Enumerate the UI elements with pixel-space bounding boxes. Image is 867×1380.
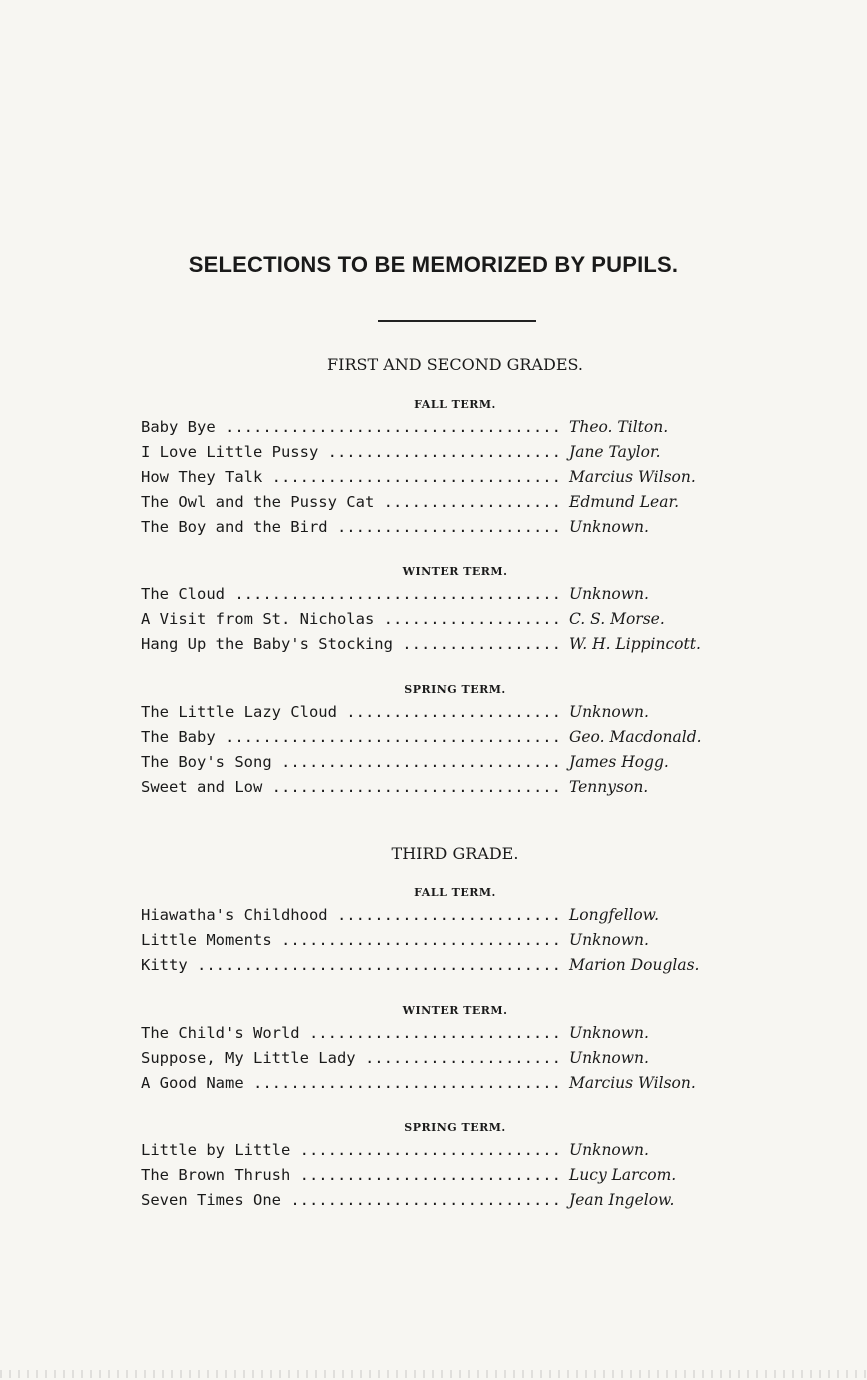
list-item <box>141 956 741 978</box>
list-item <box>141 703 741 725</box>
selection-author: Unknown. <box>569 518 649 536</box>
selection-title: I Love Little Pussy ..... <box>141 443 559 461</box>
list-item <box>141 1191 741 1213</box>
selection-author: Theo. Tilton. <box>569 418 669 436</box>
selection-title: The Boy's Song ..... <box>141 753 559 771</box>
list-item <box>141 585 741 607</box>
selection-author: C. S. Morse. <box>569 610 665 628</box>
list-item <box>141 1141 741 1163</box>
term-heading: WINTER TERM. <box>402 565 508 578</box>
selection-author: Unknown. <box>569 1141 649 1159</box>
selection-title: A Visit from St. Nicholas ..... <box>141 610 559 628</box>
selection-title: Kitty ..... <box>141 956 559 974</box>
selection-author: Unknown. <box>569 585 649 603</box>
selection-title: The Child's World ..... <box>141 1024 559 1042</box>
selection-title: The Baby ..... <box>141 728 559 746</box>
selection-title: The Brown Thrush ..... <box>141 1166 559 1184</box>
term-heading: FALL TERM. <box>414 398 496 411</box>
selection-author: W. H. Lippincott. <box>569 635 701 653</box>
selection-author: Unknown. <box>569 931 649 949</box>
selection-author: Lucy Larcom. <box>569 1166 677 1184</box>
selection-author: Jean Ingelow. <box>569 1191 675 1209</box>
term-heading: FALL TERM. <box>414 886 496 899</box>
list-item <box>141 931 741 953</box>
list-item <box>141 753 741 775</box>
selection-title: The Little Lazy Cloud ..... <box>141 703 559 721</box>
selection-author: Longfellow. <box>569 906 660 924</box>
selection-author: Unknown. <box>569 1049 649 1067</box>
term-heading: WINTER TERM. <box>402 1004 508 1017</box>
selection-author: Edmund Lear. <box>569 493 680 511</box>
grade-heading: FIRST AND SECOND GRADES. <box>327 355 583 374</box>
page-bottom-edge <box>0 1370 867 1378</box>
title-divider <box>378 320 536 322</box>
list-item <box>141 1024 741 1046</box>
selection-author: Tennyson. <box>569 778 649 796</box>
selection-title: The Boy and the Bird ..... <box>141 518 559 536</box>
list-item <box>141 1074 741 1096</box>
selection-author: Unknown. <box>569 703 649 721</box>
grade-heading: THIRD GRADE. <box>391 844 519 863</box>
term-heading: SPRING TERM. <box>404 683 506 696</box>
page-title: SELECTIONS TO BE MEMORIZED BY PUPILS. <box>188 252 679 277</box>
list-item <box>141 778 741 800</box>
selection-author: Marcius Wilson. <box>569 468 696 486</box>
selection-title: Suppose, My Little Lady ..... <box>141 1049 559 1067</box>
selection-title: Hiawatha's Childhood ..... <box>141 906 559 924</box>
selection-author: Marcius Wilson. <box>569 1074 696 1092</box>
list-item <box>141 1166 741 1188</box>
selection-title: How They Talk ..... <box>141 468 559 486</box>
selection-title: Baby Bye ..... <box>141 418 559 436</box>
selection-author: Unknown. <box>569 1024 649 1042</box>
selection-title: Little Moments ..... <box>141 931 559 949</box>
list-item <box>141 493 741 515</box>
list-item <box>141 443 741 465</box>
list-item <box>141 610 741 632</box>
selection-title: The Owl and the Pussy Cat ..... <box>141 493 559 511</box>
selection-author: Marion Douglas. <box>569 956 700 974</box>
selection-title: The Cloud ..... <box>141 585 559 603</box>
selection-title: Hang Up the Baby's Stocking ..... <box>141 635 559 653</box>
selection-author: Geo. Macdonald. <box>569 728 702 746</box>
selection-title: Sweet and Low ..... <box>141 778 559 796</box>
list-item <box>141 728 741 750</box>
list-item <box>141 906 741 928</box>
list-item <box>141 468 741 490</box>
list-item <box>141 518 741 540</box>
selection-title: Seven Times One ..... <box>141 1191 559 1209</box>
list-item <box>141 1049 741 1071</box>
selection-author: James Hogg. <box>569 753 669 771</box>
list-item <box>141 635 741 657</box>
selection-title: Little by Little ..... <box>141 1141 559 1159</box>
selection-title: A Good Name ..... <box>141 1074 559 1092</box>
term-heading: SPRING TERM. <box>404 1121 506 1134</box>
selection-author: Jane Taylor. <box>569 443 661 461</box>
list-item <box>141 418 741 440</box>
